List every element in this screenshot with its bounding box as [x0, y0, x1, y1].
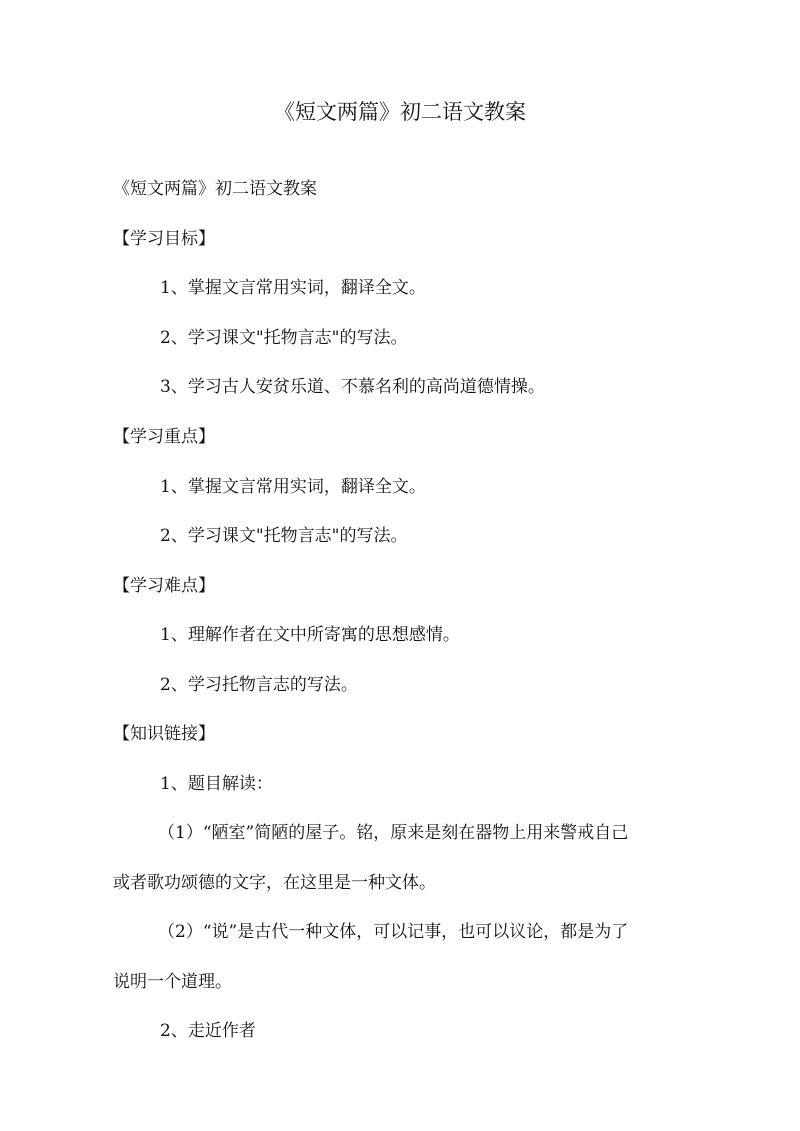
key-point-item-2: 2、学习课文"托物言志"的写法。 [160, 526, 408, 546]
section-heading-knowledge-link: 【知识链接】 [113, 724, 215, 744]
knowledge-item-2: 2、走近作者 [160, 1021, 256, 1041]
objective-item-1: 1、掌握文言常用实词，翻译全文。 [160, 278, 426, 298]
document-title: 《短文两篇》初二语文教案 [274, 100, 526, 124]
paragraph-1-line-1: （1）“陋室”简陋的屋子。铭，原来是刻在器物上用来警戒自己 [158, 823, 629, 843]
knowledge-item-1: 1、题目解读： [160, 774, 273, 794]
key-point-item-1: 1、掌握文言常用实词，翻译全文。 [160, 477, 426, 497]
section-heading-key-points: 【学习重点】 [113, 427, 215, 447]
paragraph-2-line-2: 说明一个道理。 [113, 972, 232, 992]
difficulty-item-1: 1、理解作者在文中所寄寓的思想感情。 [160, 625, 460, 645]
objective-item-2: 2、学习课文"托物言志"的写法。 [160, 328, 408, 348]
subtitle-line: 《短文两篇》初二语文教案 [113, 179, 317, 199]
paragraph-2-line-1: （2）“说”是古代一种文体，可以记事，也可以议论，都是为了 [158, 922, 629, 942]
objective-item-3: 3、学习古人安贫乐道、不慕名利的高尚道德情操。 [160, 377, 545, 397]
section-heading-objectives: 【学习目标】 [113, 229, 215, 249]
difficulty-item-2: 2、学习托物言志的写法。 [160, 675, 358, 695]
paragraph-1-line-2: 或者歌功颂德的文字，在这里是一种文体。 [113, 873, 436, 893]
section-heading-difficulties: 【学习难点】 [113, 576, 215, 596]
